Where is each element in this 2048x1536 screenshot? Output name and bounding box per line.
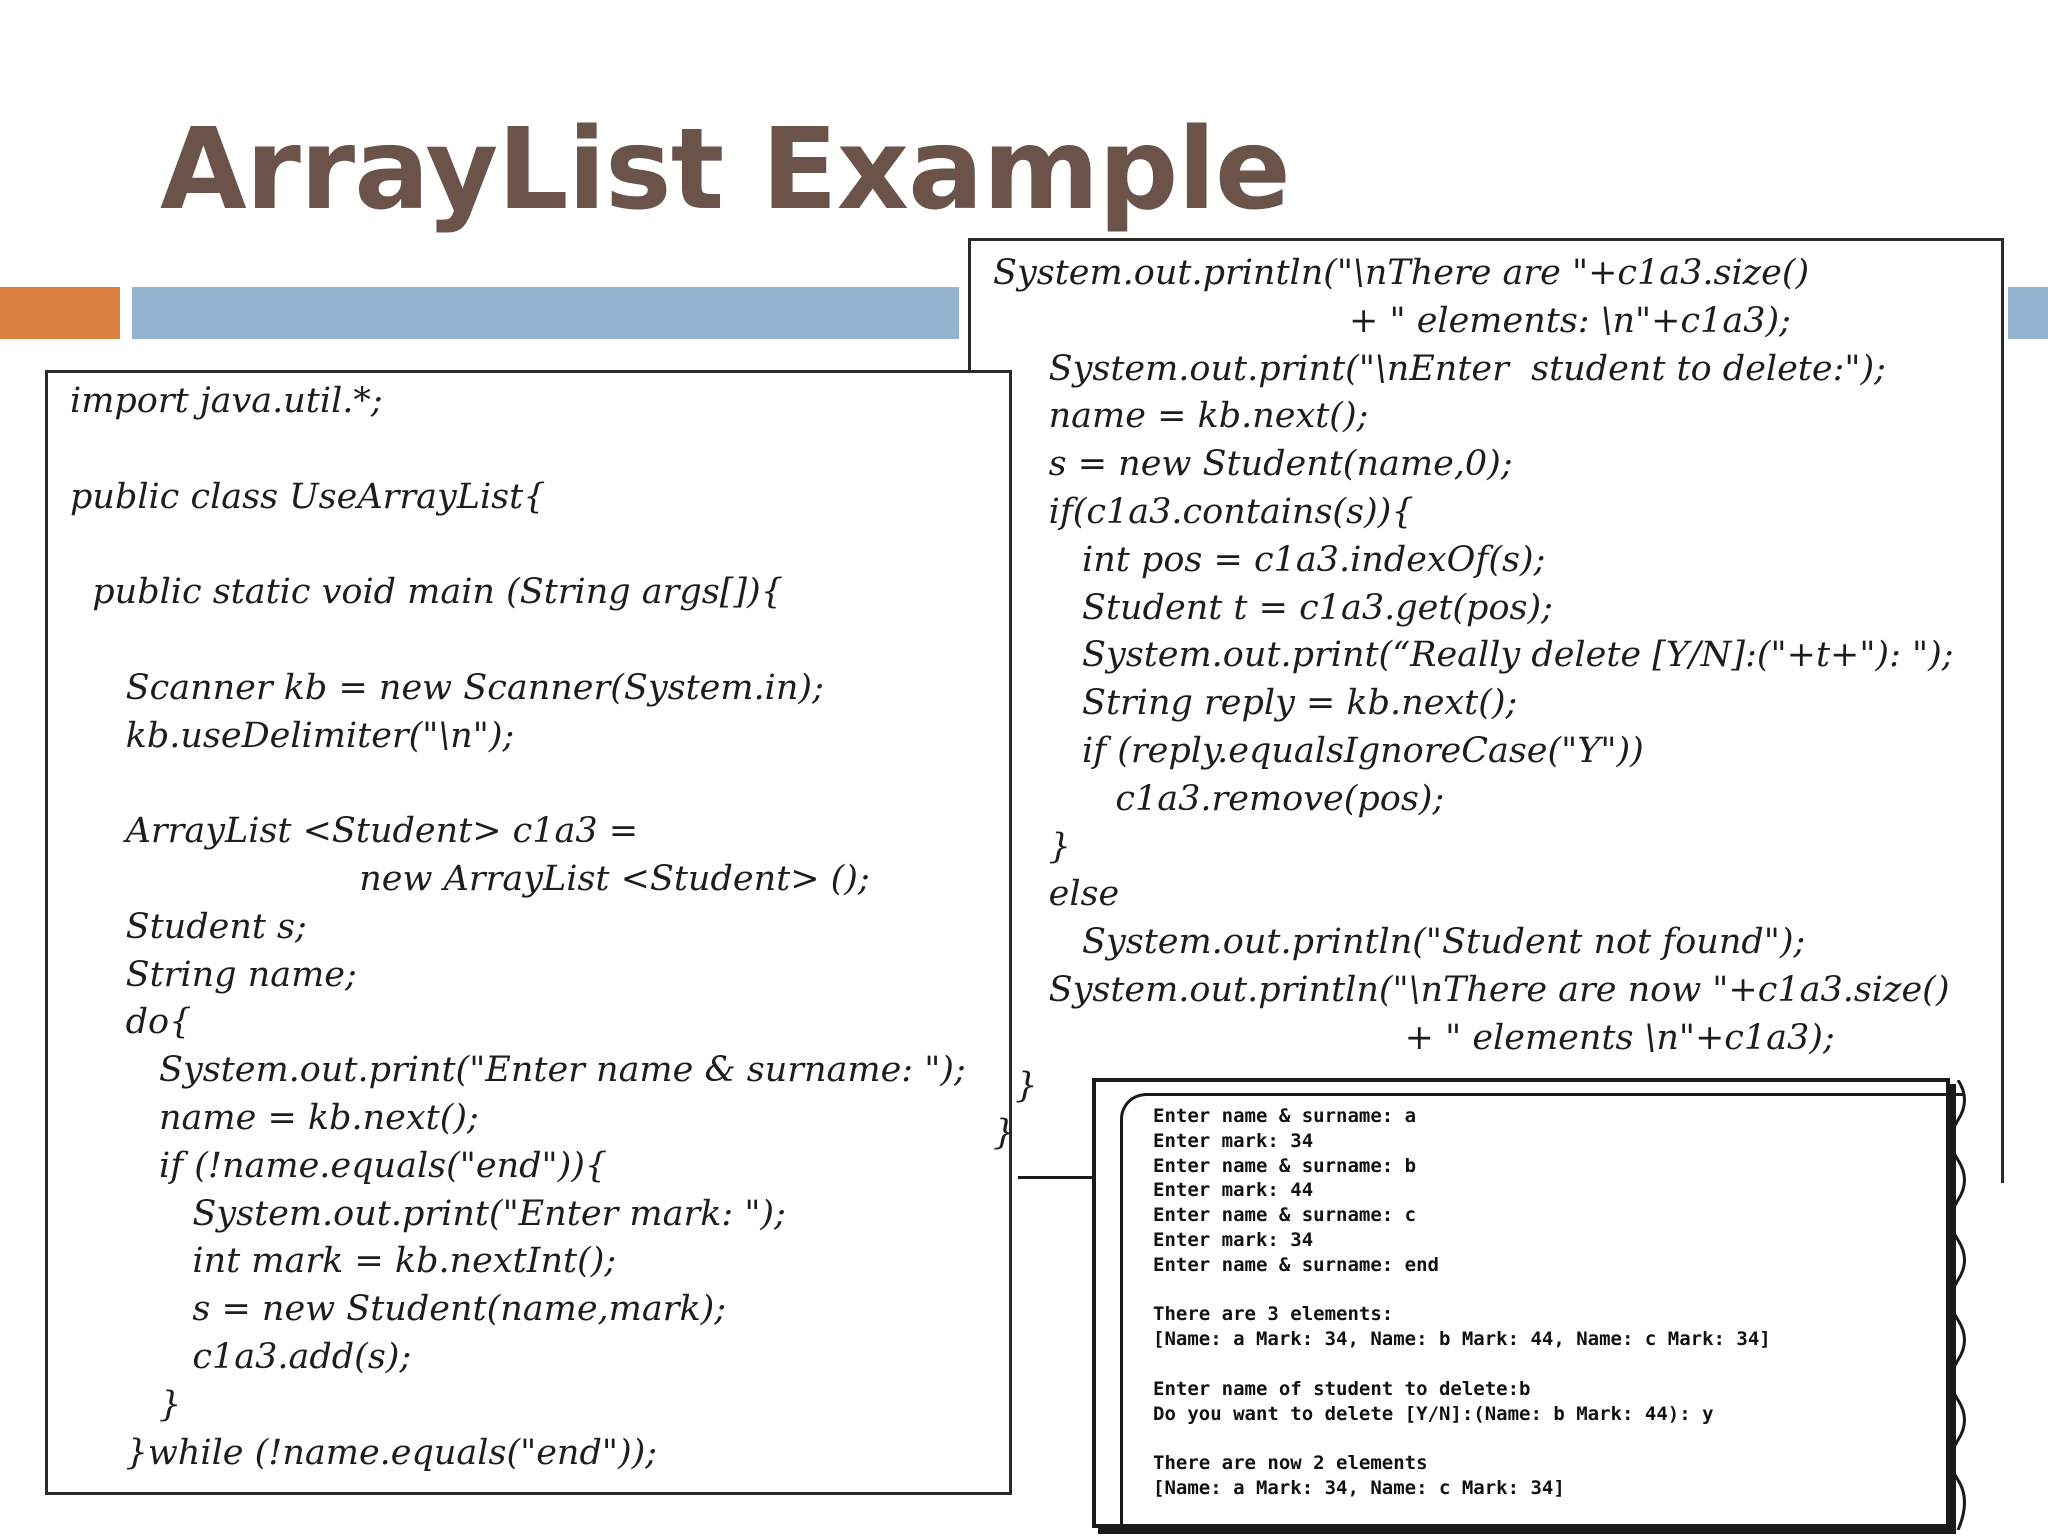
console-output-text: Enter name & surname: a Enter mark: 34 Enter name & surname: b Enter mark: 44 Enter name & surname: c Enter mark: 34 Enter name & surname: end There are 3 elements: [Name: a Mark: 34, Name: b Mark: 44, Name: c Mark: 34] Enter name of student to delete:b Do you want to delete [Y/N]:(Name: b Mark: 44): y There are now 2 elements [Name: a Mark: 34, Name: c Mark: 34]: [1153, 1105, 1771, 1499]
torn-edge-icon: [1943, 1080, 1973, 1530]
accent-bar-orange: [0, 287, 120, 339]
code-listing-left: import java.util.*; public class UseArrayList{ public static void main (String args[]){ Scanner kb = new Scanner(System.in); kb.useDelimiter("\n"); ArrayList <Student> c1a3 = new ArrayList <Student> (); Student s; String name; do{ System.out.print("Enter name & surname: "); name = kb.next(); if (!name.equals("end")){ System.out.print("Enter mark: "); int mark = kb.nextInt(); s = new Student(name,mark); c1a3.add(s); } }while (!name.equals("end"));: [70, 381, 966, 1473]
accent-bar-blue-right: [2008, 287, 2048, 339]
divider-line: [1018, 1176, 1092, 1179]
code-listing-right: System.out.println("\nThere are "+c1a3.size() + " elements: \n"+c1a3); System.out.print("\nEnter student to delete:"); name = kb.next(); s = new Student(name,0); if(c1a3.contains(s)){ int pos = c1a3.indexOf(s); Student t = c1a3.get(pos); System.out.print(“Really delete [Y/N]:("+t+"): "); String reply = kb.next(); if (reply.equalsIgnoreCase("Y")) c1a3.remove(pos); } else System.out.println("Student not found"); System.out.println("\nThere are now "+c1a3.size() + " elements \n"+c1a3); } }: [993, 253, 1954, 1154]
accent-bar-blue: [132, 287, 959, 339]
slide-title: ArrayList Example: [160, 105, 1290, 235]
